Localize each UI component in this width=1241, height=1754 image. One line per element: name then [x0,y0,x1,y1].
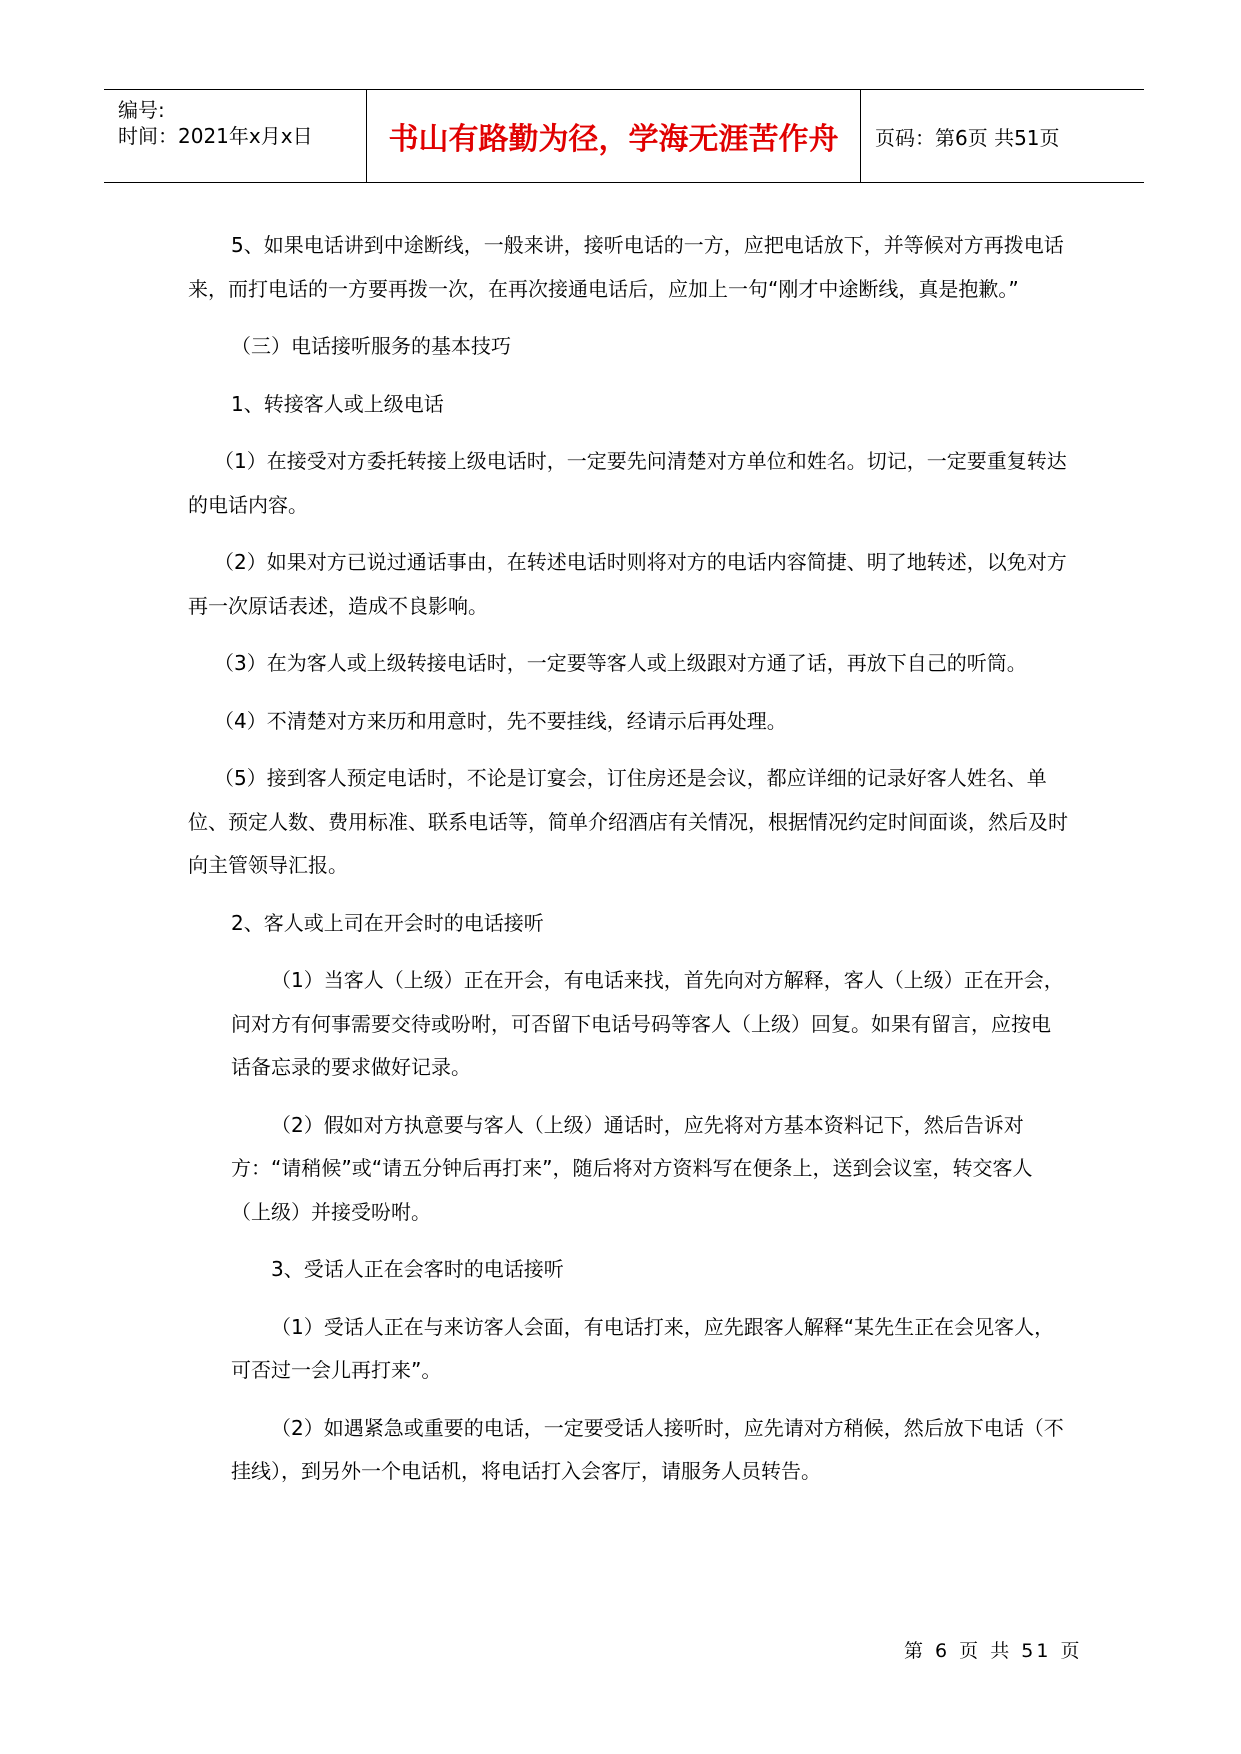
paragraph: （4）不清楚对方来历和用意时，先不要挂线，经请示后再处理。 [214,708,787,733]
subsection-heading: 2、客人或上司在开会时的电话接听 [231,910,544,935]
document-header [104,89,1144,183]
paragraph: （3）在为客人或上级转接电话时，一定要等客人或上级跟对方通了话，再放下自己的听筒。 [214,651,1027,675]
paragraph: 5、如果电话讲到中途断线，一般来讲，接听电话的一方，应把电话放下，并等候对方再拨电话来，而打电话的一方要再拨一次，在再次接通电话后，应加上一句“刚才中途断线，真是抱歉。” [188,233,1064,301]
header-meta-cell [104,90,367,182]
section-heading: （三）电话接听服务的基本技巧 [231,334,511,358]
date-label: 时间：2021年x月x日 [118,124,313,148]
page-footer: 第 6 页 共 51 页 [904,1640,1083,1662]
header-page-number: 页码：第6页 共51页 [875,125,1060,150]
header-page-cell [860,90,1144,182]
paragraph: （5）接到客人预定电话时，不论是订宴会，订住房还是会议，都应详细的记录好客人姓名、单位、预定人数、费用标准、联系电话等，简单介绍酒店有关情况，根据情况约定时间面谈，然后及时向主管领导汇报。 [188,766,1068,877]
paragraph: （2）假如对方执意要与客人（上级）通话时，应先将对方基本资料记下，然后告诉对方：“请稍候”或“请五分钟后再打来”，随后将对方资料写在便条上，送到会议室，转交客人（上级）并接受吩咐。 [231,1112,1033,1224]
paragraph: （1）当客人（上级）正在开会，有电话来找，首先向对方解释，客人（上级）正在开会，问对方有何事需要交待或吩咐，可否留下电话号码等客人（上级）回复。如果有留言，应按电话备忘录的要求做好记录。 [231,968,1064,1079]
paragraph: （2）如果对方已说过通话事由，在转述电话时则将对方的电话内容简捷、明了地转述，以免对方再一次原话表述，造成不良影响。 [188,550,1067,618]
header-motto: 书山有路勤为径，学海无涯苦作舟 [388,122,839,157]
document-body [188,224,1068,1508]
paragraph: （1）受话人正在与来访客人会面，有电话打来，应先跟客人解释“某先生正在会见客人，可否过一会儿再打来”。 [231,1314,1055,1382]
subsection-heading: 3、受话人正在会客时的电话接听 [271,1257,564,1281]
paragraph: （1）在接受对方委托转接上级电话时，一定要先问清楚对方单位和姓名。切记，一定要重复转达的电话内容。 [188,449,1067,517]
serial-number-label: 编号: [118,98,165,122]
subsection-heading: 1、转接客人或上级电话 [231,391,444,416]
paragraph: （2）如遇紧急或重要的电话，一定要受话人接听时，应先请对方稍候，然后放下电话（不挂线），到另外一个电话机，将电话打入会客厅，请服务人员转告。 [231,1415,1064,1483]
